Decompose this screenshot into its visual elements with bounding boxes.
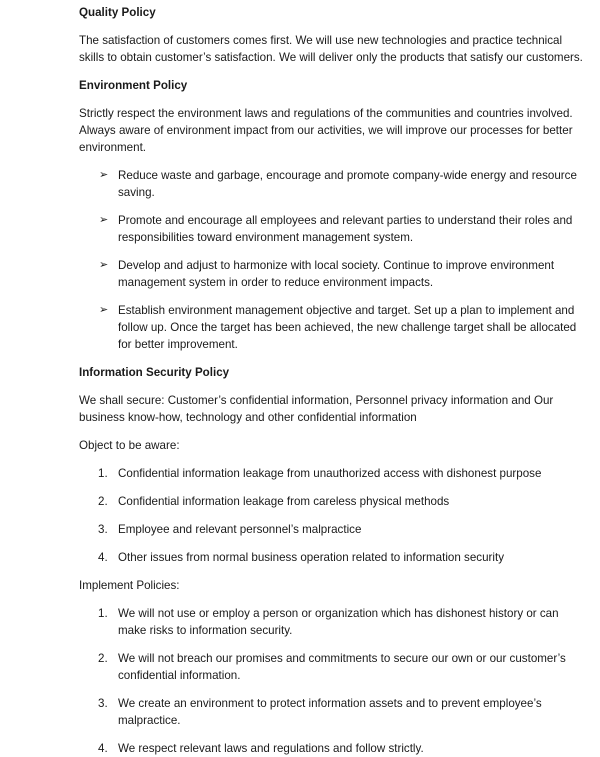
list-number: 1. — [98, 467, 108, 480]
list-item-text: Confidential information leakage from careless physical methods — [118, 495, 450, 508]
list-item-text: Develop and adjust to harmonize with local society. Continue to improve environment management system in order to reduce environment impacts. — [118, 259, 555, 289]
list-item — [79, 465, 590, 482]
environment-policy-text: Strictly respect the environment laws and regulations of the communities and countries involved. Always aware of environment impact from our activities, we will improve our processes for better environment. — [79, 107, 573, 154]
list-item-text: Promote and encourage all employees and relevant parties to understand their roles and responsibilities toward environment management system. — [118, 214, 573, 244]
aware-numbered-list — [79, 465, 590, 566]
list-item — [79, 257, 590, 291]
list-item-text: We create an environment to protect information assets and to prevent employee’s malpractice. — [118, 697, 542, 727]
list-item — [79, 605, 590, 639]
list-item — [79, 212, 590, 246]
arrow-bullet-icon: ➢ — [99, 259, 109, 271]
list-item — [79, 521, 590, 538]
list-number: 4. — [98, 551, 108, 564]
list-number: 3. — [98, 523, 108, 536]
information-security-text: We shall secure: Customer’s confidential information, Personnel privacy information and Our business know-how, technology and other confidential information — [79, 394, 554, 424]
list-item — [79, 167, 590, 201]
list-number: 2. — [98, 495, 108, 508]
list-item-text: We will not use or employ a person or organization which has dishonest history or can make risks to information security. — [118, 607, 559, 637]
list-number: 3. — [98, 697, 108, 710]
aware-label: Object to be aware: — [79, 439, 180, 452]
environment-bullet-list — [79, 167, 590, 353]
list-number: 1. — [98, 607, 108, 620]
list-item — [79, 302, 590, 353]
list-item — [79, 549, 590, 566]
list-item — [79, 695, 590, 729]
arrow-bullet-icon: ➢ — [99, 169, 109, 181]
environment-policy-heading: Environment Policy — [79, 79, 188, 92]
implement-numbered-list — [79, 605, 590, 757]
list-item-text: Reduce waste and garbage, encourage and promote company-wide energy and resource saving. — [118, 169, 577, 199]
list-item — [79, 650, 590, 684]
list-item-text: We will not breach our promises and commitments to secure our own or our customer’s confidential information. — [118, 652, 566, 682]
list-item — [79, 740, 590, 757]
list-item-text: Other issues from normal business operation related to information security — [118, 551, 504, 564]
list-number: 4. — [98, 742, 108, 755]
arrow-bullet-icon: ➢ — [99, 304, 109, 316]
list-item-text: Establish environment management objective and target. Set up a plan to implement and follow up. Once the target has been achieved, the new challenge target shall be allocated for better improvement. — [118, 304, 577, 351]
list-item-text: Employee and relevant personnel’s malpractice — [118, 523, 362, 536]
list-item — [79, 493, 590, 510]
information-security-heading: Information Security Policy — [79, 366, 230, 379]
quality-policy-heading: Quality Policy — [79, 6, 156, 19]
list-item-text: Confidential information leakage from unauthorized access with dishonest purpose — [118, 467, 542, 480]
implement-label: Implement Policies: — [79, 579, 180, 592]
list-item-text: We respect relevant laws and regulations and follow strictly. — [118, 742, 424, 755]
arrow-bullet-icon: ➢ — [99, 214, 109, 226]
quality-policy-text: The satisfaction of customers comes first. We will use new technologies and practice technical skills to obtain customer’s satisfaction. We will deliver only the products that satisfy our customers. — [79, 34, 583, 64]
list-number: 2. — [98, 652, 108, 665]
